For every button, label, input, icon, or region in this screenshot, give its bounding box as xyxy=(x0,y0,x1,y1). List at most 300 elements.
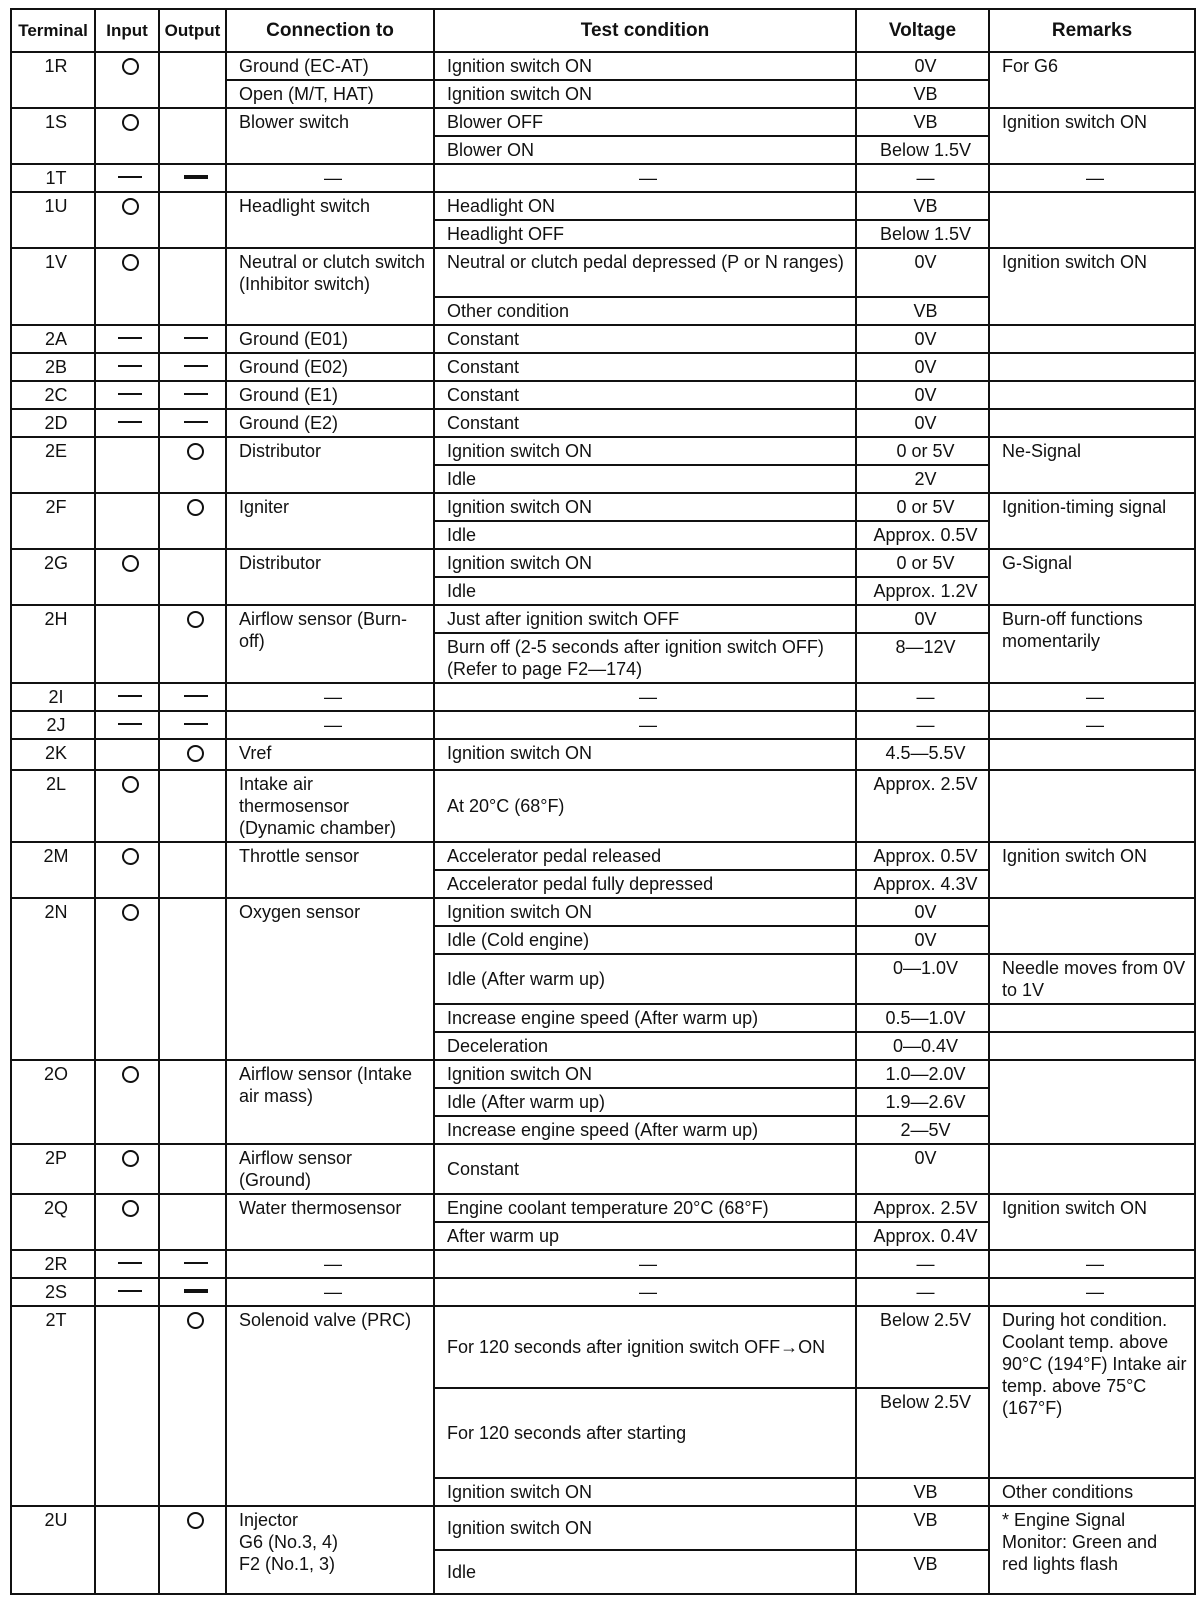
voltage-cell xyxy=(856,1060,989,1088)
voltage-cell-text: VB xyxy=(913,1510,938,1530)
dash-mark-icon xyxy=(184,1289,208,1293)
output-cell xyxy=(159,108,226,164)
circle-mark-icon xyxy=(122,555,139,572)
terminal-cell-text: 2J xyxy=(46,715,66,735)
remarks-cell xyxy=(989,1506,1195,1594)
header-row xyxy=(11,9,1195,52)
terminal-cell-text: 2P xyxy=(44,1148,68,1168)
condition-cell-text: For 120 seconds after starting xyxy=(447,1423,687,1443)
connection-cell-text: Water thermosensor xyxy=(239,1198,402,1218)
circle-mark-icon xyxy=(187,745,204,762)
dash-mark-icon xyxy=(184,723,208,725)
condition-cell xyxy=(434,1550,856,1594)
terminal-cell xyxy=(11,898,95,1060)
voltage-cell-text: 0V xyxy=(914,902,937,922)
terminal-cell xyxy=(11,739,95,770)
output-cell xyxy=(159,711,226,739)
condition-cell-text: Ignition switch ON xyxy=(447,1482,593,1502)
remarks-cell xyxy=(989,898,1195,954)
remarks-cell-text: Other conditions xyxy=(1002,1482,1134,1502)
voltage-cell-text: 0V xyxy=(914,56,937,76)
terminal-cell xyxy=(11,1506,95,1594)
condition-cell xyxy=(434,493,856,521)
circle-mark-icon xyxy=(122,904,139,921)
remarks-cell xyxy=(989,1060,1195,1144)
voltage-cell xyxy=(856,926,989,954)
condition-cell xyxy=(434,898,856,926)
condition-cell xyxy=(434,381,856,409)
voltage-cell xyxy=(856,1388,989,1478)
terminal-cell-text: 2M xyxy=(43,846,69,866)
dash-mark-icon xyxy=(184,365,208,367)
input-cell xyxy=(95,353,159,381)
terminal-cell xyxy=(11,353,95,381)
output-cell xyxy=(159,437,226,493)
connection-cell xyxy=(226,1194,434,1250)
remarks-cell xyxy=(989,1478,1195,1506)
terminal-cell-text: 1T xyxy=(45,168,67,188)
output-cell xyxy=(159,353,226,381)
input-cell xyxy=(95,605,159,683)
dash-mark-icon xyxy=(184,695,208,697)
condition-cell xyxy=(434,80,856,108)
condition-cell-text: Ignition switch ON xyxy=(447,902,593,922)
condition-cell-text: — xyxy=(639,687,657,707)
condition-cell xyxy=(434,870,856,898)
voltage-cell-text: VB xyxy=(913,112,938,132)
terminal-cell-text: 2O xyxy=(43,1064,68,1084)
input-cell xyxy=(95,1306,159,1506)
connection-cell xyxy=(226,683,434,711)
voltage-cell xyxy=(856,954,989,1004)
remarks-cell xyxy=(989,1144,1195,1194)
remarks-cell-text: During hot condition. Coolant temp. above 90°C (194°F) Intake air temp. above 75°C (167°F) xyxy=(1002,1310,1187,1418)
voltage-cell xyxy=(856,549,989,577)
table-row xyxy=(11,605,1195,633)
condition-cell xyxy=(434,770,856,842)
table-row xyxy=(11,493,1195,521)
connection-cell-text: Ground (E02) xyxy=(239,357,349,377)
table-row xyxy=(11,52,1195,80)
voltage-cell-text: — xyxy=(916,1282,935,1302)
connection-cell-text: Oxygen sensor xyxy=(239,902,361,922)
voltage-cell xyxy=(856,353,989,381)
voltage-cell-text: Below 2.5V xyxy=(879,1310,972,1330)
terminal-cell xyxy=(11,1060,95,1144)
table-row xyxy=(11,248,1195,297)
terminal-cell xyxy=(11,549,95,605)
voltage-cell-text: VB xyxy=(913,1482,938,1502)
voltage-cell xyxy=(856,633,989,683)
connection-cell xyxy=(226,381,434,409)
connection-cell-text: Intake air thermosensor (Dynamic chamber) xyxy=(239,774,397,838)
voltage-cell xyxy=(856,437,989,465)
condition-cell xyxy=(434,164,856,192)
connection-cell-text: Ground (E2) xyxy=(239,413,339,433)
condition-cell xyxy=(434,1250,856,1278)
condition-cell xyxy=(434,577,856,605)
connection-cell-text: — xyxy=(324,687,342,707)
input-cell xyxy=(95,52,159,108)
voltage-cell xyxy=(856,325,989,353)
condition-cell-text: Increase engine speed (After warm up) xyxy=(447,1008,759,1028)
connection-cell xyxy=(226,52,434,80)
connection-cell-text: Throttle sensor xyxy=(239,846,360,866)
output-cell xyxy=(159,1250,226,1278)
condition-cell xyxy=(434,1032,856,1060)
dash-mark-icon xyxy=(184,175,208,179)
terminal-cell xyxy=(11,1278,95,1306)
input-cell xyxy=(95,1060,159,1144)
voltage-cell xyxy=(856,1032,989,1060)
table-row xyxy=(11,1060,1195,1088)
condition-cell-text: Constant xyxy=(447,1159,520,1179)
circle-mark-icon xyxy=(187,443,204,460)
output-cell xyxy=(159,325,226,353)
voltage-cell-text: Below 1.5V xyxy=(879,140,972,160)
condition-cell xyxy=(434,521,856,549)
input-cell xyxy=(95,108,159,164)
condition-cell-text: Ignition switch ON xyxy=(447,84,593,104)
voltage-cell-text: VB xyxy=(913,196,938,216)
condition-cell-text: — xyxy=(639,715,657,735)
voltage-cell xyxy=(856,1004,989,1032)
table-row xyxy=(11,898,1195,926)
connection-cell-text: — xyxy=(324,1254,342,1274)
remarks-cell xyxy=(989,1004,1195,1032)
terminal-cell-text: 1R xyxy=(44,56,68,76)
voltage-cell xyxy=(856,220,989,248)
condition-cell xyxy=(434,549,856,577)
input-cell xyxy=(95,739,159,770)
voltage-cell-text: 2V xyxy=(914,469,937,489)
remarks-cell xyxy=(989,770,1195,842)
connection-cell xyxy=(226,325,434,353)
input-cell xyxy=(95,1144,159,1194)
connection-cell xyxy=(226,1250,434,1278)
input-cell xyxy=(95,325,159,353)
circle-mark-icon xyxy=(122,1200,139,1217)
header-voltage: Voltage xyxy=(856,9,989,52)
dash-mark-icon xyxy=(118,421,142,423)
condition-cell-text: After warm up xyxy=(447,1226,560,1246)
circle-mark-icon xyxy=(122,58,139,75)
terminal-cell xyxy=(11,108,95,164)
terminal-voltage-table xyxy=(10,8,1196,1595)
condition-cell-text: Ignition switch ON xyxy=(447,56,593,76)
condition-cell xyxy=(434,1144,856,1194)
input-cell xyxy=(95,683,159,711)
header-condition: Test condition xyxy=(434,9,856,52)
terminal-cell xyxy=(11,842,95,898)
condition-cell xyxy=(434,465,856,493)
voltage-cell xyxy=(856,248,989,297)
dash-mark-icon xyxy=(118,337,142,339)
connection-cell xyxy=(226,1144,434,1194)
remarks-cell xyxy=(989,52,1195,108)
voltage-cell-text: — xyxy=(916,1254,935,1274)
connection-cell xyxy=(226,898,434,1060)
voltage-cell xyxy=(856,605,989,633)
condition-cell-text: Neutral or clutch pedal depressed (P or N ranges) xyxy=(447,252,844,272)
voltage-cell xyxy=(856,898,989,926)
terminal-cell-text: 2L xyxy=(45,774,67,794)
remarks-cell-text: Ne-Signal xyxy=(1002,441,1082,461)
condition-cell-text: Idle xyxy=(447,581,477,601)
voltage-cell xyxy=(856,1222,989,1250)
input-cell xyxy=(95,381,159,409)
condition-cell xyxy=(434,1222,856,1250)
header-output: Output xyxy=(159,9,226,52)
input-cell xyxy=(95,437,159,493)
input-cell xyxy=(95,711,159,739)
input-cell xyxy=(95,192,159,248)
circle-mark-icon xyxy=(187,1512,204,1529)
voltage-cell-text: 0V xyxy=(914,1148,937,1168)
condition-cell-text: — xyxy=(639,1282,657,1302)
connection-cell-text: Open (M/T, HAT) xyxy=(239,84,374,104)
voltage-cell-text: Approx. 0.5V xyxy=(873,846,978,866)
output-cell xyxy=(159,770,226,842)
remarks-cell xyxy=(989,711,1195,739)
header-terminal: Terminal xyxy=(11,9,95,52)
table-row xyxy=(11,549,1195,577)
voltage-cell-text: Approx. 0.4V xyxy=(873,1226,978,1246)
remarks-cell xyxy=(989,108,1195,164)
remarks-cell-text: Burn-off functions momentarily xyxy=(1002,609,1143,651)
dash-mark-icon xyxy=(118,1262,142,1264)
connection-cell xyxy=(226,711,434,739)
output-cell xyxy=(159,1306,226,1506)
condition-cell-text: Deceleration xyxy=(447,1036,549,1056)
remarks-cell xyxy=(989,1306,1195,1478)
remarks-cell xyxy=(989,954,1195,1004)
condition-cell-text: Idle xyxy=(447,469,477,489)
voltage-cell xyxy=(856,136,989,164)
terminal-cell-text: 1V xyxy=(44,252,68,272)
voltage-cell xyxy=(856,1478,989,1506)
remarks-cell xyxy=(989,683,1195,711)
connection-cell-text: — xyxy=(324,715,342,735)
condition-cell-text: Constant xyxy=(447,413,520,433)
connection-cell xyxy=(226,164,434,192)
output-cell xyxy=(159,898,226,1060)
input-cell xyxy=(95,493,159,549)
voltage-cell-text: 0.5—1.0V xyxy=(885,1008,966,1028)
table-row xyxy=(11,711,1195,739)
terminal-cell-text: 2N xyxy=(44,902,68,922)
dash-mark-icon xyxy=(118,723,142,725)
remarks-cell xyxy=(989,1250,1195,1278)
table-row xyxy=(11,164,1195,192)
condition-cell-text: Ignition switch ON xyxy=(447,1064,593,1084)
dash-mark-icon xyxy=(118,1290,142,1292)
voltage-cell xyxy=(856,465,989,493)
voltage-cell-text: Below 2.5V xyxy=(879,1392,972,1412)
condition-cell-text: — xyxy=(639,168,657,188)
condition-cell-text: Ignition switch ON xyxy=(447,1518,593,1538)
condition-cell-text: Accelerator pedal released xyxy=(447,846,662,866)
connection-cell-text: Airflow sensor (Ground) xyxy=(239,1148,353,1190)
voltage-cell-text: 4.5—5.5V xyxy=(885,743,966,763)
header-input: Input xyxy=(95,9,159,52)
voltage-cell xyxy=(856,1194,989,1222)
condition-cell xyxy=(434,437,856,465)
output-cell xyxy=(159,381,226,409)
dash-mark-icon xyxy=(184,1262,208,1264)
remarks-cell xyxy=(989,549,1195,605)
connection-cell xyxy=(226,842,434,898)
condition-cell-text: Idle xyxy=(447,525,477,545)
voltage-cell xyxy=(856,108,989,136)
voltage-cell-text: 1.9—2.6V xyxy=(885,1092,966,1112)
condition-cell xyxy=(434,1060,856,1088)
connection-cell-text: Distributor xyxy=(239,441,322,461)
voltage-cell xyxy=(856,1278,989,1306)
voltage-cell xyxy=(856,297,989,325)
terminal-cell xyxy=(11,164,95,192)
condition-cell-text: Constant xyxy=(447,385,520,405)
circle-mark-icon xyxy=(122,1150,139,1167)
connection-cell-text: Airflow sensor (Intake air mass) xyxy=(239,1064,413,1106)
terminal-cell xyxy=(11,1194,95,1250)
connection-cell-text: Neutral or clutch switch (Inhibitor switch) xyxy=(239,252,426,294)
terminal-cell xyxy=(11,605,95,683)
terminal-cell-text: 2T xyxy=(45,1310,67,1330)
connection-cell-text: Ground (EC-AT) xyxy=(239,56,369,76)
voltage-cell xyxy=(856,870,989,898)
connection-cell xyxy=(226,739,434,770)
condition-cell-text: Engine coolant temperature 20°C (68°F) xyxy=(447,1198,769,1218)
output-cell xyxy=(159,683,226,711)
condition-cell xyxy=(434,1278,856,1306)
remarks-cell xyxy=(989,248,1195,325)
terminal-cell-text: 2K xyxy=(44,743,68,763)
condition-cell xyxy=(434,683,856,711)
connection-cell xyxy=(226,1060,434,1144)
voltage-cell-text: — xyxy=(916,168,935,188)
condition-cell xyxy=(434,192,856,220)
voltage-cell xyxy=(856,192,989,220)
output-cell xyxy=(159,739,226,770)
voltage-cell xyxy=(856,52,989,80)
input-cell xyxy=(95,898,159,1060)
condition-cell-text: Accelerator pedal fully depressed xyxy=(447,874,714,894)
voltage-cell xyxy=(856,577,989,605)
voltage-cell xyxy=(856,1250,989,1278)
voltage-cell-text: 0V xyxy=(914,413,937,433)
voltage-cell-text: 0V xyxy=(914,252,937,272)
output-cell xyxy=(159,549,226,605)
remarks-cell-text: Ignition switch ON xyxy=(1002,1198,1148,1218)
terminal-cell xyxy=(11,381,95,409)
connection-cell xyxy=(226,1278,434,1306)
voltage-cell-text: Approx. 4.3V xyxy=(873,874,978,894)
remarks-cell xyxy=(989,437,1195,493)
input-cell xyxy=(95,770,159,842)
voltage-cell xyxy=(856,521,989,549)
remarks-cell-text: — xyxy=(1086,1282,1104,1302)
terminal-cell-text: 1U xyxy=(44,196,68,216)
dash-mark-icon xyxy=(184,421,208,423)
input-cell xyxy=(95,1194,159,1250)
terminal-cell-text: 2F xyxy=(45,497,67,517)
connection-cell-text: Vref xyxy=(239,743,272,763)
connection-cell-text: Injector G6 (No.3, 4) F2 (No.1, 3) xyxy=(239,1510,339,1574)
connection-cell xyxy=(226,437,434,493)
terminal-cell xyxy=(11,248,95,325)
document-page xyxy=(10,8,1194,1595)
condition-cell xyxy=(434,1194,856,1222)
voltage-cell-text: 0—1.0V xyxy=(892,958,959,978)
connection-cell-text: Solenoid valve (PRC) xyxy=(239,1310,412,1330)
remarks-cell xyxy=(989,1032,1195,1060)
terminal-cell-text: 2B xyxy=(44,357,68,377)
voltage-cell-text: 8—12V xyxy=(895,637,956,657)
dash-mark-icon xyxy=(118,695,142,697)
table-row xyxy=(11,1306,1195,1388)
header-connection: Connection to xyxy=(226,9,434,52)
output-cell xyxy=(159,192,226,248)
terminal-cell-text: 2I xyxy=(48,687,64,707)
voltage-cell xyxy=(856,409,989,437)
input-cell xyxy=(95,248,159,325)
remarks-cell xyxy=(989,842,1195,898)
voltage-cell-text: — xyxy=(916,715,935,735)
voltage-cell-text: Approx. 1.2V xyxy=(873,581,978,601)
voltage-cell xyxy=(856,1144,989,1194)
connection-cell xyxy=(226,108,434,164)
voltage-cell-text: 0 or 5V xyxy=(896,441,955,461)
voltage-cell-text: — xyxy=(916,687,935,707)
voltage-cell xyxy=(856,1306,989,1388)
voltage-cell-text: 0V xyxy=(914,609,937,629)
condition-cell-text: Ignition switch ON xyxy=(447,743,593,763)
connection-cell-text: Airflow sensor (Burn-off) xyxy=(239,609,408,651)
terminal-cell-text: 2D xyxy=(44,413,68,433)
output-cell xyxy=(159,1278,226,1306)
connection-cell xyxy=(226,353,434,381)
voltage-cell xyxy=(856,739,989,770)
terminal-cell xyxy=(11,1250,95,1278)
connection-cell xyxy=(226,1506,434,1594)
output-cell xyxy=(159,52,226,108)
output-cell xyxy=(159,842,226,898)
connection-cell-text: Ground (E01) xyxy=(239,329,349,349)
voltage-cell xyxy=(856,842,989,870)
connection-cell-text: Distributor xyxy=(239,553,322,573)
connection-cell-text: Igniter xyxy=(239,497,290,517)
dash-mark-icon xyxy=(184,337,208,339)
voltage-cell xyxy=(856,164,989,192)
circle-mark-icon xyxy=(122,254,139,271)
condition-cell xyxy=(434,926,856,954)
condition-cell-text: Increase engine speed (After warm up) xyxy=(447,1120,759,1140)
connection-cell-text: — xyxy=(324,1282,342,1302)
connection-cell xyxy=(226,493,434,549)
input-cell xyxy=(95,549,159,605)
terminal-cell-text: 2A xyxy=(44,329,68,349)
terminal-cell-text: 2H xyxy=(44,609,68,629)
terminal-cell xyxy=(11,192,95,248)
terminal-cell xyxy=(11,711,95,739)
condition-cell xyxy=(434,1116,856,1144)
remarks-cell-text: For G6 xyxy=(1002,56,1059,76)
condition-cell xyxy=(434,1506,856,1550)
table-row xyxy=(11,325,1195,353)
condition-cell-text: Blower OFF xyxy=(447,112,544,132)
condition-cell xyxy=(434,353,856,381)
